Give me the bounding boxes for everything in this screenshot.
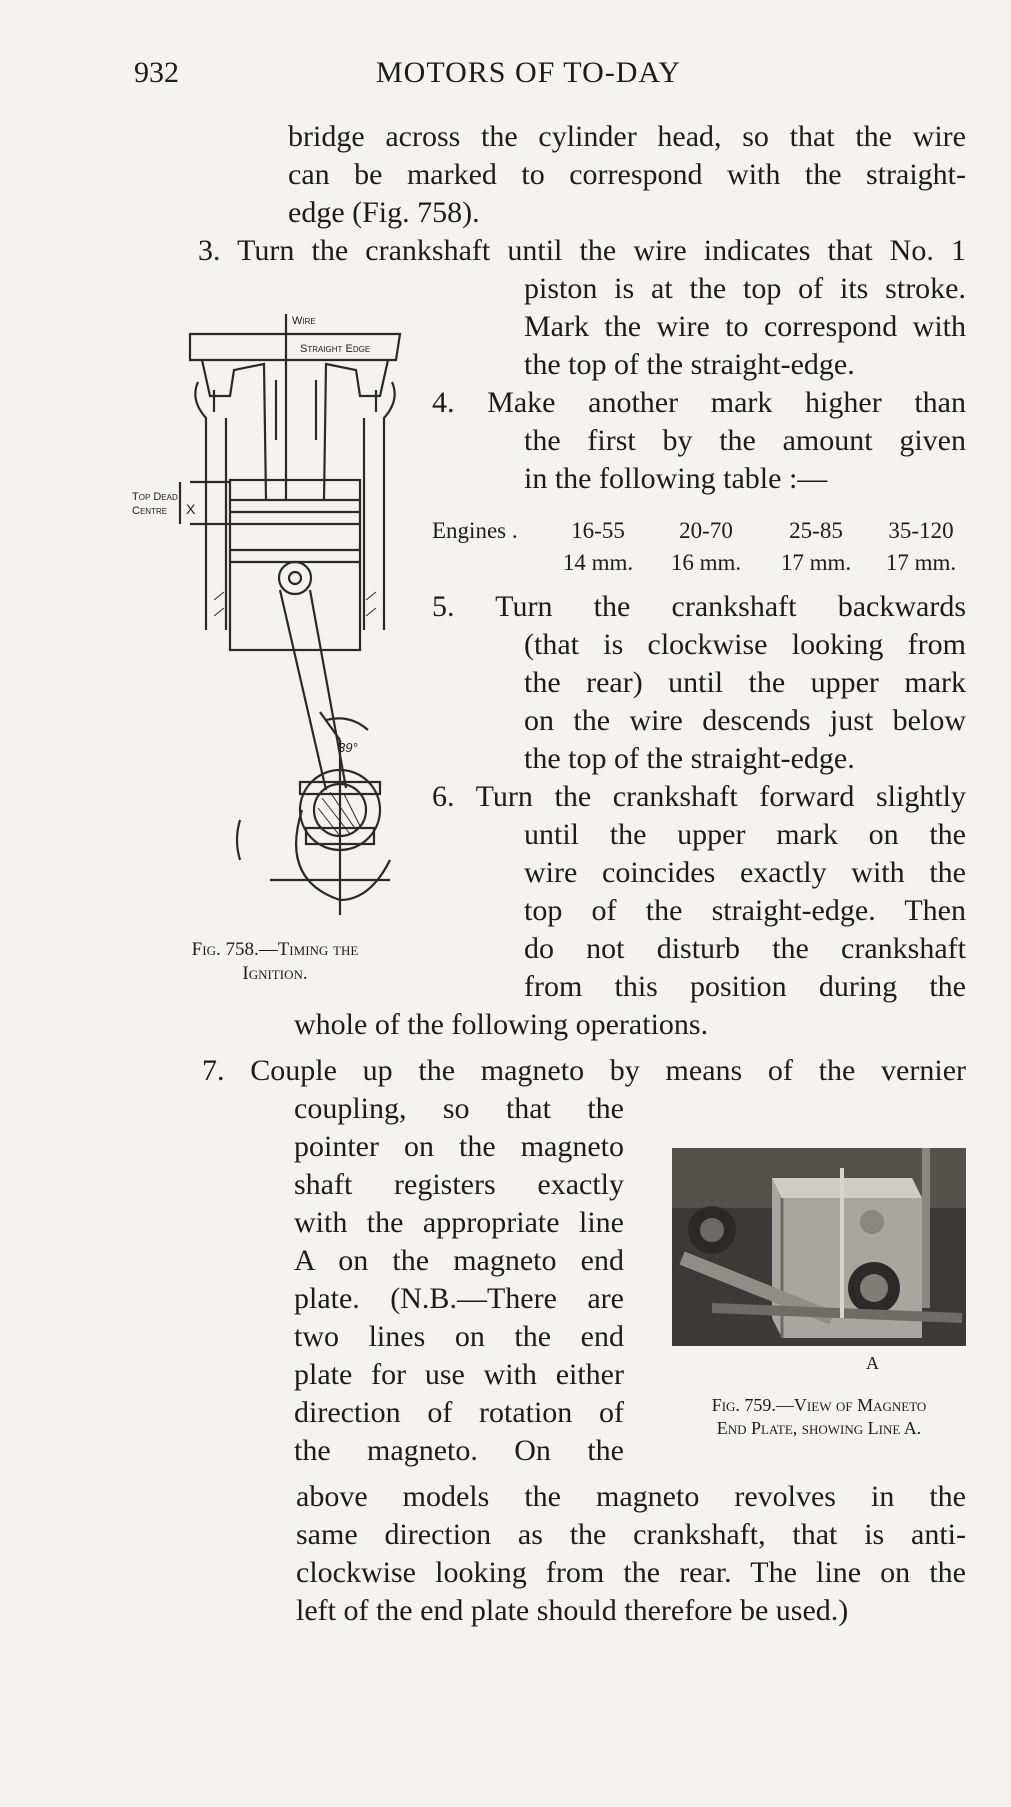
step-5-line: 5. Turn the crankshaft backwards <box>432 590 966 623</box>
text-line: the magneto. On the <box>294 1434 624 1467</box>
text-line: whole of the following operations. <box>294 1008 709 1041</box>
text-line: direction of rotation of <box>294 1396 624 1429</box>
fig-759-caption <box>668 1394 970 1440</box>
text-line: the top of the straight-edge. <box>524 742 855 775</box>
table-header: 16-55 <box>571 518 625 543</box>
text-line: shaft registers exactly <box>294 1168 624 1201</box>
fig-758-caption <box>150 938 400 986</box>
text-line: do not disturb the crankshaft <box>524 932 966 965</box>
wire-label: Wire <box>292 315 316 327</box>
text-line: Mark the wire to correspond with <box>524 310 966 343</box>
straight-edge-label: Straight Edge <box>300 343 371 355</box>
step-4-line: 4. Make another mark higher than <box>432 386 966 419</box>
text-line: piston is at the top of its stroke. <box>524 272 966 305</box>
table-header: 20-70 <box>679 518 733 543</box>
text-line: plate for use with either <box>294 1358 624 1391</box>
angle-label: 39° <box>338 740 358 755</box>
text-line: can be marked to correspond with the straight- <box>288 158 966 191</box>
running-title: MOTORS OF TO-DAY <box>376 56 681 89</box>
text-line: top of the straight-edge. Then <box>524 894 966 927</box>
text-line: with the appropriate line <box>294 1206 624 1239</box>
table-header: 25-85 <box>789 518 843 543</box>
line-a-label: A <box>866 1353 879 1373</box>
engine-section-drawing <box>130 300 420 930</box>
text-line: pointer on the magneto <box>294 1130 624 1163</box>
tdc-x-label: X <box>186 501 196 517</box>
step-3-line: 3. Turn the crankshaft until the wire indicates that No. 1 <box>198 234 966 267</box>
text-line: two lines on the end <box>294 1320 624 1353</box>
text-line: in the following table :— <box>524 462 828 495</box>
text-line: A on the magneto end <box>294 1244 624 1277</box>
caption-line: End Plate, showing Line A. <box>716 1418 922 1438</box>
text-line: the rear) until the upper mark <box>524 666 966 699</box>
text-line: bridge across the cylinder head, so that the wire <box>288 120 966 153</box>
text-line: same direction as the crankshaft, that is anti- <box>296 1518 966 1551</box>
text-line: on the wire descends just below <box>524 704 966 737</box>
table-cell: 16 mm. <box>670 550 742 575</box>
text-line: plate. (N.B.—There are <box>294 1282 624 1315</box>
caption-line: Fig. 759.—View of Magneto <box>711 1395 927 1415</box>
step-7-line: 7. Couple up the magneto by means of the vernier <box>202 1054 966 1087</box>
tdc-label-2: Centre <box>132 505 168 517</box>
text-line: the top of the straight-edge. <box>524 348 855 381</box>
table-cell: 14 mm. <box>562 550 634 575</box>
text-line: left of the end plate should therefore be used.) <box>296 1594 849 1627</box>
caption-line: Fig. 758.—Timing the <box>191 939 359 960</box>
text-line: the first by the amount given <box>524 424 966 457</box>
table-cell: 17 mm. <box>780 550 852 575</box>
magneto-photo <box>672 1148 966 1346</box>
text-line: above models the magneto revolves in the <box>296 1480 966 1513</box>
text-line: wire coincides exactly with the <box>524 856 966 889</box>
step-6-line: 6. Turn the crankshaft forward slightly <box>432 780 966 813</box>
caption-line: Ignition. <box>242 963 308 984</box>
table-header: 35-120 <box>888 518 954 543</box>
table-cell: 17 mm. <box>885 550 957 575</box>
page-number: 932 <box>134 56 179 89</box>
text-line: clockwise looking from the rear. The line on the <box>296 1556 966 1589</box>
text-line: until the upper mark on the <box>524 818 966 851</box>
text-line: (that is clockwise looking from <box>524 628 966 661</box>
text-line: coupling, so that the <box>294 1092 624 1125</box>
text-line: edge (Fig. 758). <box>288 196 480 229</box>
table-label: Engines . <box>432 518 518 543</box>
text-line: from this position during the <box>524 970 966 1003</box>
tdc-label-1: Top Dead <box>132 491 178 503</box>
